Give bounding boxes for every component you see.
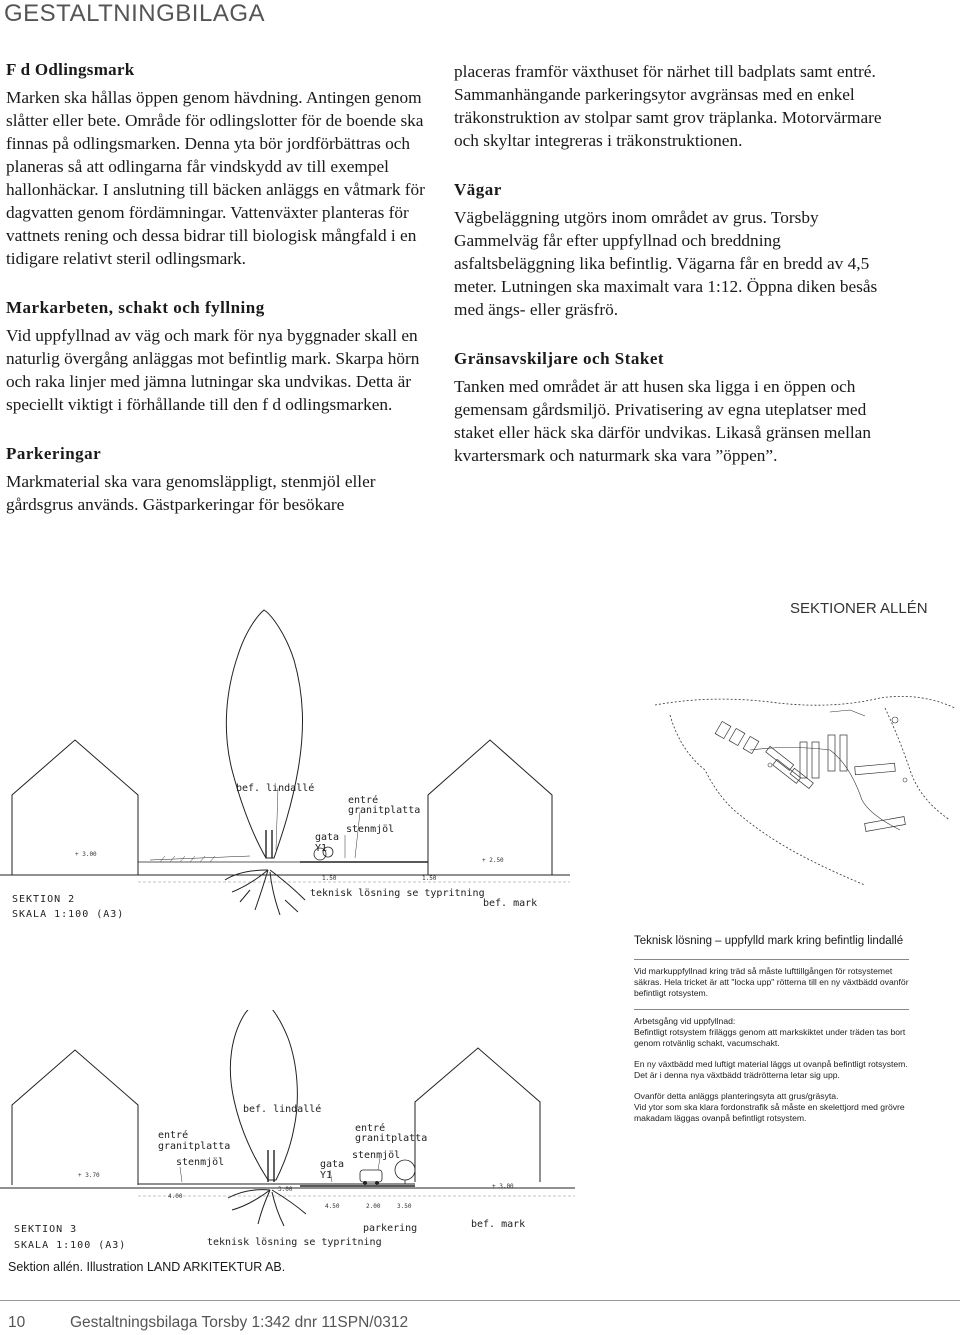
label-stenmjol: stenmjöl	[346, 824, 395, 835]
label-entre: entré	[348, 795, 379, 806]
site-map-sketch	[650, 690, 960, 890]
teknisk-paragraph: Ovanför detta anläggs planteringsyta att grus/gräsyta. Vid ytor som ska klara fordonstrafik så måste en skelettjord med grövre makadam läggas ovanpå befintligt rotsystem.	[634, 1091, 905, 1123]
s3-dim-mid-level: 3.00	[278, 1186, 293, 1193]
s3-label-bef-lindalle: bef. lindallé	[243, 1104, 322, 1115]
heading-odlingsmark: F d Odlingsmark	[6, 60, 135, 79]
s3-label-bef-mark: bef. mark	[471, 1219, 526, 1230]
teknisk-paragraph: En ny växtbädd med luftigt material läggs ut ovanpå befintligt rotsystem. Det är i denna nya växtbädd trädrötterna letar sig upp.	[634, 1059, 908, 1080]
dim-right-level: + 2.50	[482, 857, 504, 864]
s3-label-y1: Y1	[320, 1170, 333, 1181]
teknisk-paragraph: Arbetsgång vid uppfyllnad: Befintligt rotsystem friläggs genom att markskiktet under träden tas bort genom rotvänlig schakt, vacumschakt.	[634, 1016, 906, 1048]
label-bef-mark: bef. mark	[483, 898, 538, 909]
heading-gransavskiljare: Gränsavskiljare och Staket	[454, 349, 665, 368]
label-bef-lindalle: bef. lindallé	[236, 783, 315, 794]
footer-divider	[0, 1300, 960, 1301]
section-3-scale: SKALA 1:100 (A3)	[14, 1240, 127, 1251]
s3-dim-d1: 4.00	[168, 1193, 183, 1200]
label-granitplatta: granitplatta	[348, 805, 421, 816]
right-column	[454, 60, 894, 467]
teknisk-title: Teknisk lösning – uppfylld mark kring befintlig lindallé	[634, 935, 909, 960]
page-footer	[8, 1314, 408, 1332]
s3-dim-right-level: + 3.00	[492, 1183, 514, 1190]
s3-dim-left-level: + 3.70	[78, 1172, 100, 1179]
body-gransavskiljare: Tanken med området är att husen ska ligga i en öppen och gemensam gårdsmiljö. Privatisering av egna uteplatser med staket eller häck ska därför undvikas. Likaså gränsen mellan kvartersmark och naturmark ska vara ”öppen”.	[454, 377, 871, 465]
body-markarbeten: Vid uppfyllnad av väg och mark för nya byggnader skall en naturlig övergång anläggas mot befintlig mark. Skarpa hörn och raka linjer med jämna lutningar ska undvikas. Detta är speciellt viktigt i förhållande till den f d odlingsmarken.	[6, 326, 420, 414]
teknisk-paragraph: Vid markuppfyllnad kring träd så måste lufttillgången för rotsystemet säkras. Hela tricket är att "locka upp" rötterna till en ny växtbädd ovanför befintligt rotsystem.	[634, 966, 909, 1010]
teknisk-losning-box	[634, 935, 909, 1134]
heading-parkeringar: Parkeringar	[6, 444, 102, 463]
dim-d1: 1.50	[322, 875, 337, 882]
section-3-drawing	[0, 1010, 630, 1260]
label-gata: gata	[315, 832, 340, 843]
dim-left-level: + 3.00	[75, 851, 97, 858]
s3-label-granitplatta-left: granitplatta	[158, 1141, 231, 1152]
body-parkeringar: Markmaterial ska vara genomsläppligt, stenmjöl eller gårdsgrus används. Gästparkeringar för besökare	[6, 472, 376, 514]
heading-markarbeten: Markarbeten, schakt och fyllning	[6, 298, 265, 317]
section-3-title: SEKTION 3	[14, 1224, 78, 1235]
body-continuation: placeras framför växthuset för närhet till badplats samt entré. Sammanhängande parkeringsytor avgränsas med en enkel träkonstruktion av stolpar samt grov träplanka. Motorvärmare och skyltar integreras i träkonstruktionen.	[454, 62, 882, 150]
body-vagar: Vägbeläggning utgörs inom området av grus. Torsby Gammelväg får efter uppfyllnad och breddning asfaltsbeläggning lika befintlig. Vägarna får en bredd av 4,5 meter. Lutningen ska maximalt vara 1:12. Öppna diken besås med ängs- eller gräsfrö.	[454, 208, 878, 319]
section-2-drawing	[0, 600, 630, 930]
dim-d2: 1.50	[422, 875, 437, 882]
s3-label-stenmjol-right: stenmjöl	[352, 1150, 401, 1161]
heading-vagar: Vägar	[454, 180, 502, 199]
s3-label-stenmjol-left: stenmjöl	[176, 1157, 225, 1168]
body-odlingsmark: Marken ska hållas öppen genom hävdning. Antingen genom slåtter eller bete. Område för odlingslotter för de boende ska finnas på odlingsmarken. Denna yta bör jordförbättras och planeras så att odlingarna får vindskydd av till exempel hallonhäckar. I anslutning till bäcken anläggs en våtmark för dagvatten genom fördämningar. Vattenväxter planteras för vattnets rening och dessa bidrar till biologisk mångfald i en tidigare relativt steril odlingsmark.	[6, 88, 425, 268]
s3-dim-d3: 2.00	[366, 1203, 381, 1210]
s3-dim-d2: 4.50	[325, 1203, 340, 1210]
page-header: GESTALTNINGBILAGA	[4, 0, 266, 27]
section-2-scale: SKALA 1:100 (A3)	[12, 909, 125, 920]
s3-label-teknisk: teknisk lösning se typritning	[207, 1237, 382, 1248]
left-column	[6, 60, 426, 516]
s3-label-entre-right: entré	[355, 1123, 386, 1134]
illustration-caption: Sektion allén. Illustration LAND ARKITEKTUR AB.	[8, 1260, 286, 1274]
footer-text: Gestaltningsbilaga Torsby 1:342 dnr 11SPN/0312	[70, 1314, 409, 1331]
s3-dim-d4: 3.50	[397, 1203, 412, 1210]
s3-label-granitplatta-right: granitplatta	[355, 1133, 428, 1144]
label-teknisk: teknisk lösning se typritning	[310, 888, 485, 899]
s3-label-gata: gata	[320, 1159, 345, 1170]
s3-label-parkering: parkering	[363, 1223, 418, 1234]
label-y1: Y1	[315, 843, 328, 854]
section-2-title: SEKTION 2	[12, 894, 76, 905]
s3-label-entre-left: entré	[158, 1130, 189, 1141]
sektioner-title: SEKTIONER ALLÉN	[790, 600, 928, 617]
page-number: 10	[8, 1314, 26, 1331]
